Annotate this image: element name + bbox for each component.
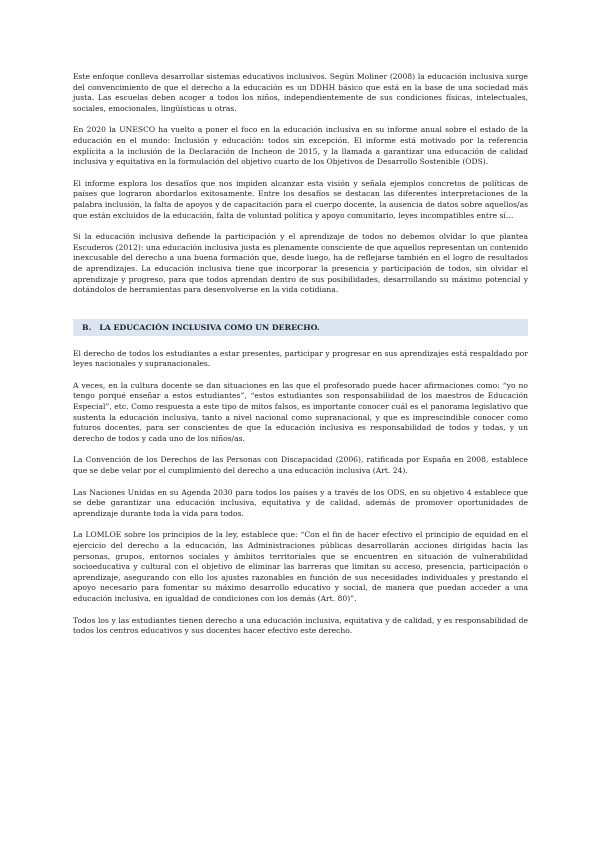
paragraph-derecho-estudiantes: El derecho de todos los estudiantes a estar presentes, participar y progresar en sus aprendizajes está respaldado por leyes nacionales y supranacionales. bbox=[73, 348, 528, 369]
paragraph-moliner: Este enfoque conlleva desarrollar sistemas educativos inclusivos. Según Moliner (2008) la educación inclusiva surge del convencimiento de que el derecho a la educación es un DDHH básico que está en la base de una sociedad más justa. Las escuelas deben acoger a todos los niños, independientemente de sus condiciones físicas, intelectuales, sociales, emocionales, lingüísticas u otras. bbox=[73, 72, 528, 113]
paragraph-unesco-2020: En 2020 la UNESCO ha vuelto a poner el foco en la educación inclusiva en su informe anual sobre el estado de la educación en el mundo: Inclusión y educación: todos sin excepción. El informe está motivado por la referencia explícita a la inclusión de la Declaración de Incheon de 2015, y la llamada a garantizar una educación de calidad inclusiva y equitativa en la formulación del objetivo cuarto de los Objetivos de Desarrollo Sostenible (ODS). bbox=[73, 125, 528, 167]
section-heading bbox=[73, 319, 528, 336]
paragraph-conclusion: Todos los y las estudiantes tienen derecho a una educación inclusiva, equitativa y de calidad, y es responsabilidad de todos los centros educativos y sus docentes hacer efectivo este derecho. bbox=[73, 615, 528, 636]
paragraph-lomloe: La LOMLOE sobre los principios de la ley, establece que: “Con el fin de hacer efectivo el principio de equidad en el ejercicio del derecho a la educación, las Administraciones públicas desarrollarán acciones dirigidas hacia las personas, grupos, entornos sociales y ámbitos territoriales que se encuentren en situación de vulnerabilidad socioeducativa y cultural con el objetivo de eliminar las barreras que limitan su acceso, presencia, participación o aprendizaje, asegurando con ello los ajustes razonables en función de sus necesidades individuales y prestando el apoyo necesario para fomentar su máximo desarrollo educativo y social, de manera que puedan acceder a una educación inclusiva, en igualdad de condiciones con los demás (Art. 80)”. bbox=[73, 530, 528, 603]
paragraph-escuderos: Si la educación inclusiva defiende la participación y el aprendizaje de todos no debemos olvidar lo que plantea Escuderos (2012): una educación inclusiva justa es plenamente consciente de que aquellos representan un contenido inexcusable del derecho a una buena formación que, desde luego, ha de reflejarse también en el logro de resultados de aprendizajes. La educación inclusiva tiene que incorporar la presencia y participación de todos, sin olvidar el aprendizaje y progreso, para que todos aprendan dentro de sus posibilidades, desarrollando su máximo potencial y dotándolos de herramientas para desenvolverse en la vida cotidiana. bbox=[73, 232, 528, 295]
paragraph-convencion-discapacidad: La Convención de los Derechos de las Personas con Discapacidad (2006), ratificada por España en 2008, establece que se debe velar por el cumplimiento del derecho a una educación inclusiva (Art. 24). bbox=[73, 455, 528, 476]
document-body bbox=[73, 72, 528, 648]
paragraph-agenda-2030: Las Naciones Unidas en su Agenda 2030 para todos los países y a través de los ODS, en su objetivo 4 establece que se debe garantizar una educación inclusiva, equitativa y de calidad, además de promover oportunidades de aprendizaje durante toda la vida para todos. bbox=[73, 487, 528, 518]
paragraph-informe-desafios: El informe explora los desafíos que nos impiden alcanzar esta visión y señala ejemplos concretos de políticas de países que lograron abordarlos exitosamente. Entre los desafíos se destacan las diferentes interpretaciones de la palabra inclusión, la falta de apoyos y de capacitación para el cuerpo docente, la ausencia de datos sobre aquellos/as que están excluidos de la educación, falta de voluntad política y apoyo comunitario, leyes incompatibles entre sí… bbox=[73, 178, 528, 220]
section-heading-letter: B. bbox=[82, 322, 92, 332]
paragraph-cultura-docente: A veces, en la cultura docente se dan situaciones en las que el profesorado puede hacer afirmaciones como: “yo no tengo porqué enseñar a estos estudiantes”, “estos estudiantes son responsabilidad de los maestros de Educación Especial”, etc. Como respuesta a este tipo de mitos falsos, es importante conocer cuál es el panorama legislativo que sustenta la educación inclusiva, tanto a nivel nacional como supranacional, y que es imprescindible conocer como futuros docentes, para ser conscientes de que la educación inclusiva es responsabilidad de todos y todas, y un derecho de todos y cada uno de los niños/as. bbox=[73, 380, 528, 443]
section-heading-title: LA EDUCACIÓN INCLUSIVA COMO UN DERECHO. bbox=[99, 322, 320, 332]
